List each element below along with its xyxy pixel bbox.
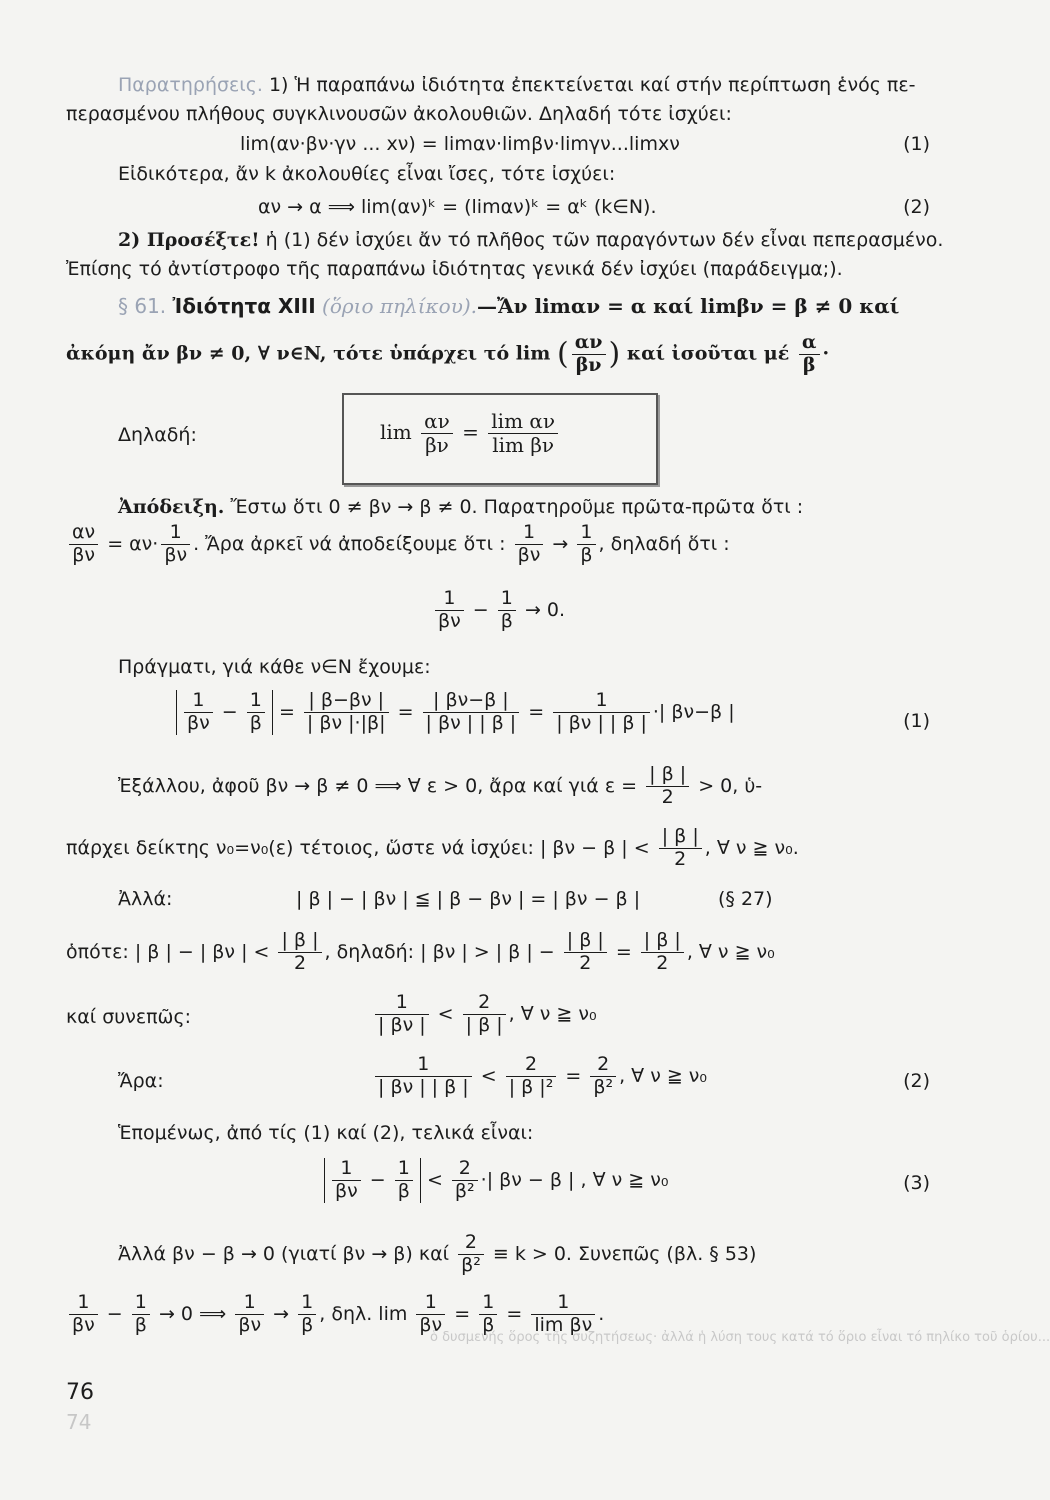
remark-line-2: περασμένου πλήθους συγκλινουσῶν ἀκολουθιῶν. Δηλαδή τότε ἰσχύει:: [66, 103, 732, 125]
frac-den: β: [301, 1313, 314, 1336]
proof-l2c: →: [552, 532, 569, 555]
frac-den: β: [134, 1313, 147, 1336]
frac-num: 1: [247, 690, 265, 713]
proof-l6b: , ∀ ν ≧ ν₀.: [704, 836, 799, 859]
boxed-den: βν: [425, 433, 449, 457]
proof-line-14: $\frac{1}{\beta\nu}$ − $\frac{1}{\beta}$ → 0 ⟹ $\frac{1}{\beta\nu}$ → $\frac{1}{\beta}$ , δηλ. lim $\frac{1}{\beta\nu}$ = $\frac{1}{\beta}$ = $\frac{1}{\text{lim βν}}$ .: [66, 1292, 604, 1337]
equals: =: [506, 1302, 523, 1325]
frac-den: βν: [238, 1313, 262, 1336]
proof-label: Ἀπόδειξη.: [118, 496, 225, 518]
boxed-num: αν: [421, 410, 453, 434]
proof-l5: Ἐξάλλου, ἀφοῦ βν → β ≠ 0 ⟹ ∀ ε > 0, ἄρα καί γιά ε =: [118, 774, 638, 797]
remark-line-1: [118, 74, 915, 97]
statement-frac-num: αν: [572, 332, 606, 355]
frac-num: 1: [553, 690, 650, 713]
proof-line-5: [118, 764, 762, 809]
frac-num: | β |: [646, 764, 689, 787]
frac-den: 2: [293, 951, 307, 974]
equals: =: [565, 1064, 582, 1087]
section-heading: [118, 294, 899, 318]
minus: −: [472, 598, 489, 621]
proof-l10b: , ∀ ν ≧ ν₀: [619, 1064, 708, 1087]
frac-num: | β |: [659, 826, 702, 849]
proof-l9c: , ∀ ν ≧ ν₀: [508, 1002, 597, 1025]
proof-line-10: [372, 1054, 707, 1099]
proof-line-7-ref: (§ 27): [718, 888, 773, 910]
equation-A-number: (1): [903, 710, 930, 732]
remark-line-4: [118, 229, 943, 252]
frac-den: | β |: [465, 1013, 503, 1036]
proof-l12b: ·| βν − β | , ∀ ν ≧ ν₀: [480, 1168, 669, 1191]
frac-den: β: [397, 1179, 410, 1202]
proof-l2b: . Ἄρα ἀρκεῖ νά ἀποδείξουμε ὅτι :: [193, 532, 506, 555]
section-title: Ἰδιότητα XIII: [172, 294, 316, 318]
frac-num: 1: [395, 1158, 413, 1181]
proof-l3: → 0.: [524, 598, 566, 621]
frac-num: 1: [375, 1054, 472, 1077]
equation-1: lim(αν·βν·γν ... xν) = limαν·limβν·limγν...limxν: [240, 133, 680, 155]
frac-den: βν: [335, 1179, 358, 1202]
proof-line-7-label: Ἀλλά:: [118, 888, 173, 910]
frac-num: 2: [463, 992, 506, 1015]
frac-num: | β−βν |: [304, 690, 389, 713]
proof-line-11: Ἑπομένως, ἀπό τίς (1) καί (2), τελικά εἶναι:: [118, 1122, 534, 1144]
frac-num: 1: [161, 522, 190, 545]
frac-den: 2: [656, 951, 669, 974]
proof-line-10-label: Ἄρα:: [118, 1070, 164, 1092]
equation-2-number: (2): [903, 196, 930, 218]
proof-line-7: | β | − | βν | ≦ | β − βν | = | βν − β |: [296, 888, 641, 910]
frac-num: 1: [132, 1292, 150, 1315]
proof-l8: ὁπότε: | β | − | βν | <: [66, 940, 270, 963]
proof-l9b: <: [437, 1002, 454, 1025]
frac-num: 1: [577, 522, 595, 545]
equation-C-number: (3): [903, 1172, 930, 1194]
proof-l13b: ≡ k > 0. Συνεπῶς (βλ. § 53): [492, 1242, 757, 1265]
frac-den: β²: [593, 1075, 614, 1098]
frac-num: 2: [458, 1232, 484, 1255]
proof-line-2: [66, 522, 730, 567]
remark-p1: 1) Ἡ παραπάνω ἰδιότητα ἐπεκτείνεται καί στήν περίπτωση ἑνός πε-: [268, 74, 916, 96]
proof-l5b: > 0, ὑ-: [698, 774, 763, 797]
section-subtitle: (ὅριο πηλίκου).: [322, 294, 478, 318]
statement-res-num: α: [799, 332, 820, 355]
frac-num: 1: [69, 1292, 98, 1315]
equation-1-number: (1): [903, 133, 930, 155]
frac-den: βν: [187, 711, 210, 734]
proof-l6: πάρχει δείκτης ν₀=ν₀(ε) τέτοιος, ὥστε νά ἰσχύει: | βν − β | <: [66, 836, 650, 859]
proof-line-8: [66, 930, 775, 975]
minus: −: [106, 1302, 123, 1325]
frac-den: | β |²: [508, 1075, 554, 1098]
statement-res-den: β: [802, 353, 816, 376]
frac-den: βν: [72, 543, 95, 566]
statement-frac-den: βν: [575, 353, 602, 376]
frac-den: | βν | | β |: [425, 711, 517, 734]
frac-num: 1: [515, 522, 544, 545]
frac-num: 1: [235, 1292, 264, 1315]
frac-den: | βν | | β |: [378, 1075, 469, 1098]
boxed-lim: lim: [380, 420, 412, 444]
section-statement-1: —Ἄν limαν = α καί limβν = β ≠ 0 καί: [477, 294, 900, 318]
frac-num: 1: [375, 992, 429, 1015]
frac-den: lim βν: [534, 1313, 593, 1336]
section-number: § 61.: [118, 294, 167, 318]
proof-l8c: =: [615, 940, 632, 963]
frac-num: 2: [452, 1158, 478, 1181]
frac-den: | βν |: [378, 1013, 426, 1036]
frac-den: | βν | | β |: [556, 711, 647, 734]
proof-line-12: [324, 1158, 668, 1203]
frac-num: 1: [416, 1292, 445, 1315]
frac-num: | β |: [278, 930, 321, 953]
frac-num: 1: [184, 690, 213, 713]
boxed-formula: [342, 393, 658, 485]
ghost-page-number: 74: [66, 1410, 92, 1434]
frac-den: β: [482, 1313, 495, 1336]
page-number: 76: [66, 1380, 94, 1405]
proof-line-13: [118, 1232, 756, 1277]
frac-num: 2: [590, 1054, 616, 1077]
section-statement-2: ἀκόμη ἄν βν ≠ 0, ∀ ν∈N, τότε ὑπάρχει τό lim: [66, 342, 551, 365]
remark-line-3: Εἰδικότερα, ἄν k ἀκολουθίες εἶναι ἴσες, τότε ἰσχύει:: [118, 163, 616, 185]
equation-2: αν → α ⟹ lim(αν)ᵏ = (limαν)ᵏ = αᵏ (k∈N).: [258, 196, 657, 218]
boxed-rden: lim βν: [492, 433, 555, 457]
equals: =: [454, 1302, 471, 1325]
proof-line-6: [66, 826, 799, 871]
equals: =: [397, 700, 414, 723]
frac-num: | β |: [564, 930, 607, 953]
proof-l8b: , δηλαδή: | βν | > | β | −: [324, 940, 555, 963]
proof-line-3: [432, 588, 565, 633]
equation-A: [176, 690, 735, 735]
frac-num: 1: [298, 1292, 316, 1315]
frac-den: β: [580, 543, 593, 566]
frac-num: 1: [479, 1292, 497, 1315]
equals: =: [528, 700, 545, 723]
frac-num: 1: [531, 1292, 595, 1315]
frac-num: 1: [332, 1158, 361, 1181]
less-than: <: [426, 1168, 443, 1191]
remark-caution: 2) Προσέξτε!: [118, 229, 260, 251]
minus: −: [221, 700, 238, 723]
boxed-label: Δηλαδή:: [118, 424, 197, 446]
arrow: →: [273, 1302, 290, 1325]
frac-den: β: [500, 609, 513, 632]
frac-den: βν: [164, 543, 188, 566]
frac-num: 2: [506, 1054, 557, 1077]
equals: =: [278, 700, 295, 723]
proof-l13a: Ἀλλά βν − β → 0 (γιατί βν → β) καί: [118, 1242, 450, 1265]
frac-den: β²: [454, 1179, 475, 1202]
frac-den: βν: [419, 1313, 443, 1336]
frac-den: βν: [517, 543, 541, 566]
remark-label: Παρατηρήσεις.: [118, 74, 263, 96]
proof-line-1: [118, 496, 803, 519]
proof-l2a: = αν·: [107, 532, 159, 555]
frac-den: | βν |·|β|: [306, 711, 386, 734]
proof-l1: Ἔστω ὅτι 0 ≠ βν → β ≠ 0. Παρατηροῦμε πρῶτα-πρῶτα ὅτι :: [230, 496, 804, 518]
frac-num: 1: [498, 588, 516, 611]
proof-l14b: , δηλ. lim: [319, 1302, 408, 1325]
equation-B-number: (2): [903, 1070, 930, 1092]
frac-den: βν: [438, 609, 461, 632]
proof-line-9: [372, 992, 597, 1037]
less-than: <: [480, 1064, 497, 1087]
frac-den: 2: [579, 951, 592, 974]
proof-line-9-label: καί συνεπῶς:: [66, 1006, 192, 1028]
proof-l8d: , ∀ ν ≧ ν₀: [686, 940, 775, 963]
frac-den: 2: [661, 785, 674, 808]
frac-num: αν: [69, 522, 98, 545]
frac-den: βν: [72, 1313, 95, 1336]
bleed-through-text: ὁ δυσμενής ὅρος τῆς συζητήσεως· ἀλλά ἡ λύση τους κατά τό ὅριο εἶναι τό πηλίκο τοῦ ὁρίου...: [430, 1330, 1050, 1345]
frac-den: β: [249, 711, 262, 734]
frac-num: 1: [435, 588, 464, 611]
frac-num: | β |: [641, 930, 684, 953]
frac-den: β²: [461, 1253, 481, 1276]
proof-l14a: → 0 ⟹: [158, 1302, 227, 1325]
remark-line-5: Ἐπίσης τό ἀντίστροφο τῆς παραπάνω ἰδιότητας γενικά δέν ἰσχύει (παράδειγμα;).: [66, 258, 843, 280]
tail: ·| βν−β |: [652, 700, 735, 723]
minus: −: [369, 1168, 386, 1191]
boxed-formula-content: [380, 410, 561, 457]
frac-den: 2: [674, 847, 687, 870]
proof-line-4: Πράγματι, γιά κάθε ν∈N ἔχουμε:: [118, 656, 431, 678]
remark-p3: ἡ (1) δέν ἰσχύει ἄν τό πλῆθος τῶν παραγόντων δέν εἶναι πεπερασμένο.: [265, 229, 944, 251]
boxed-rnum: lim αν: [488, 410, 558, 434]
section-statement-line-2: ἀκόμη ἄν βν ≠ 0, ∀ ν∈N, τότε ὑπάρχει τό lim ( $\frac{\alpha\nu}{\beta\nu}$ ) καί ἰσοῦται μέ $\frac{\alpha}{\beta}$ ·: [66, 331, 830, 376]
proof-l2d: , δηλαδή ὅτι :: [598, 532, 730, 555]
boxed-eq: =: [462, 420, 479, 444]
frac-num: | βν−β |: [423, 690, 520, 713]
section-statement-3: καί ἰσοῦται μέ: [626, 342, 790, 365]
